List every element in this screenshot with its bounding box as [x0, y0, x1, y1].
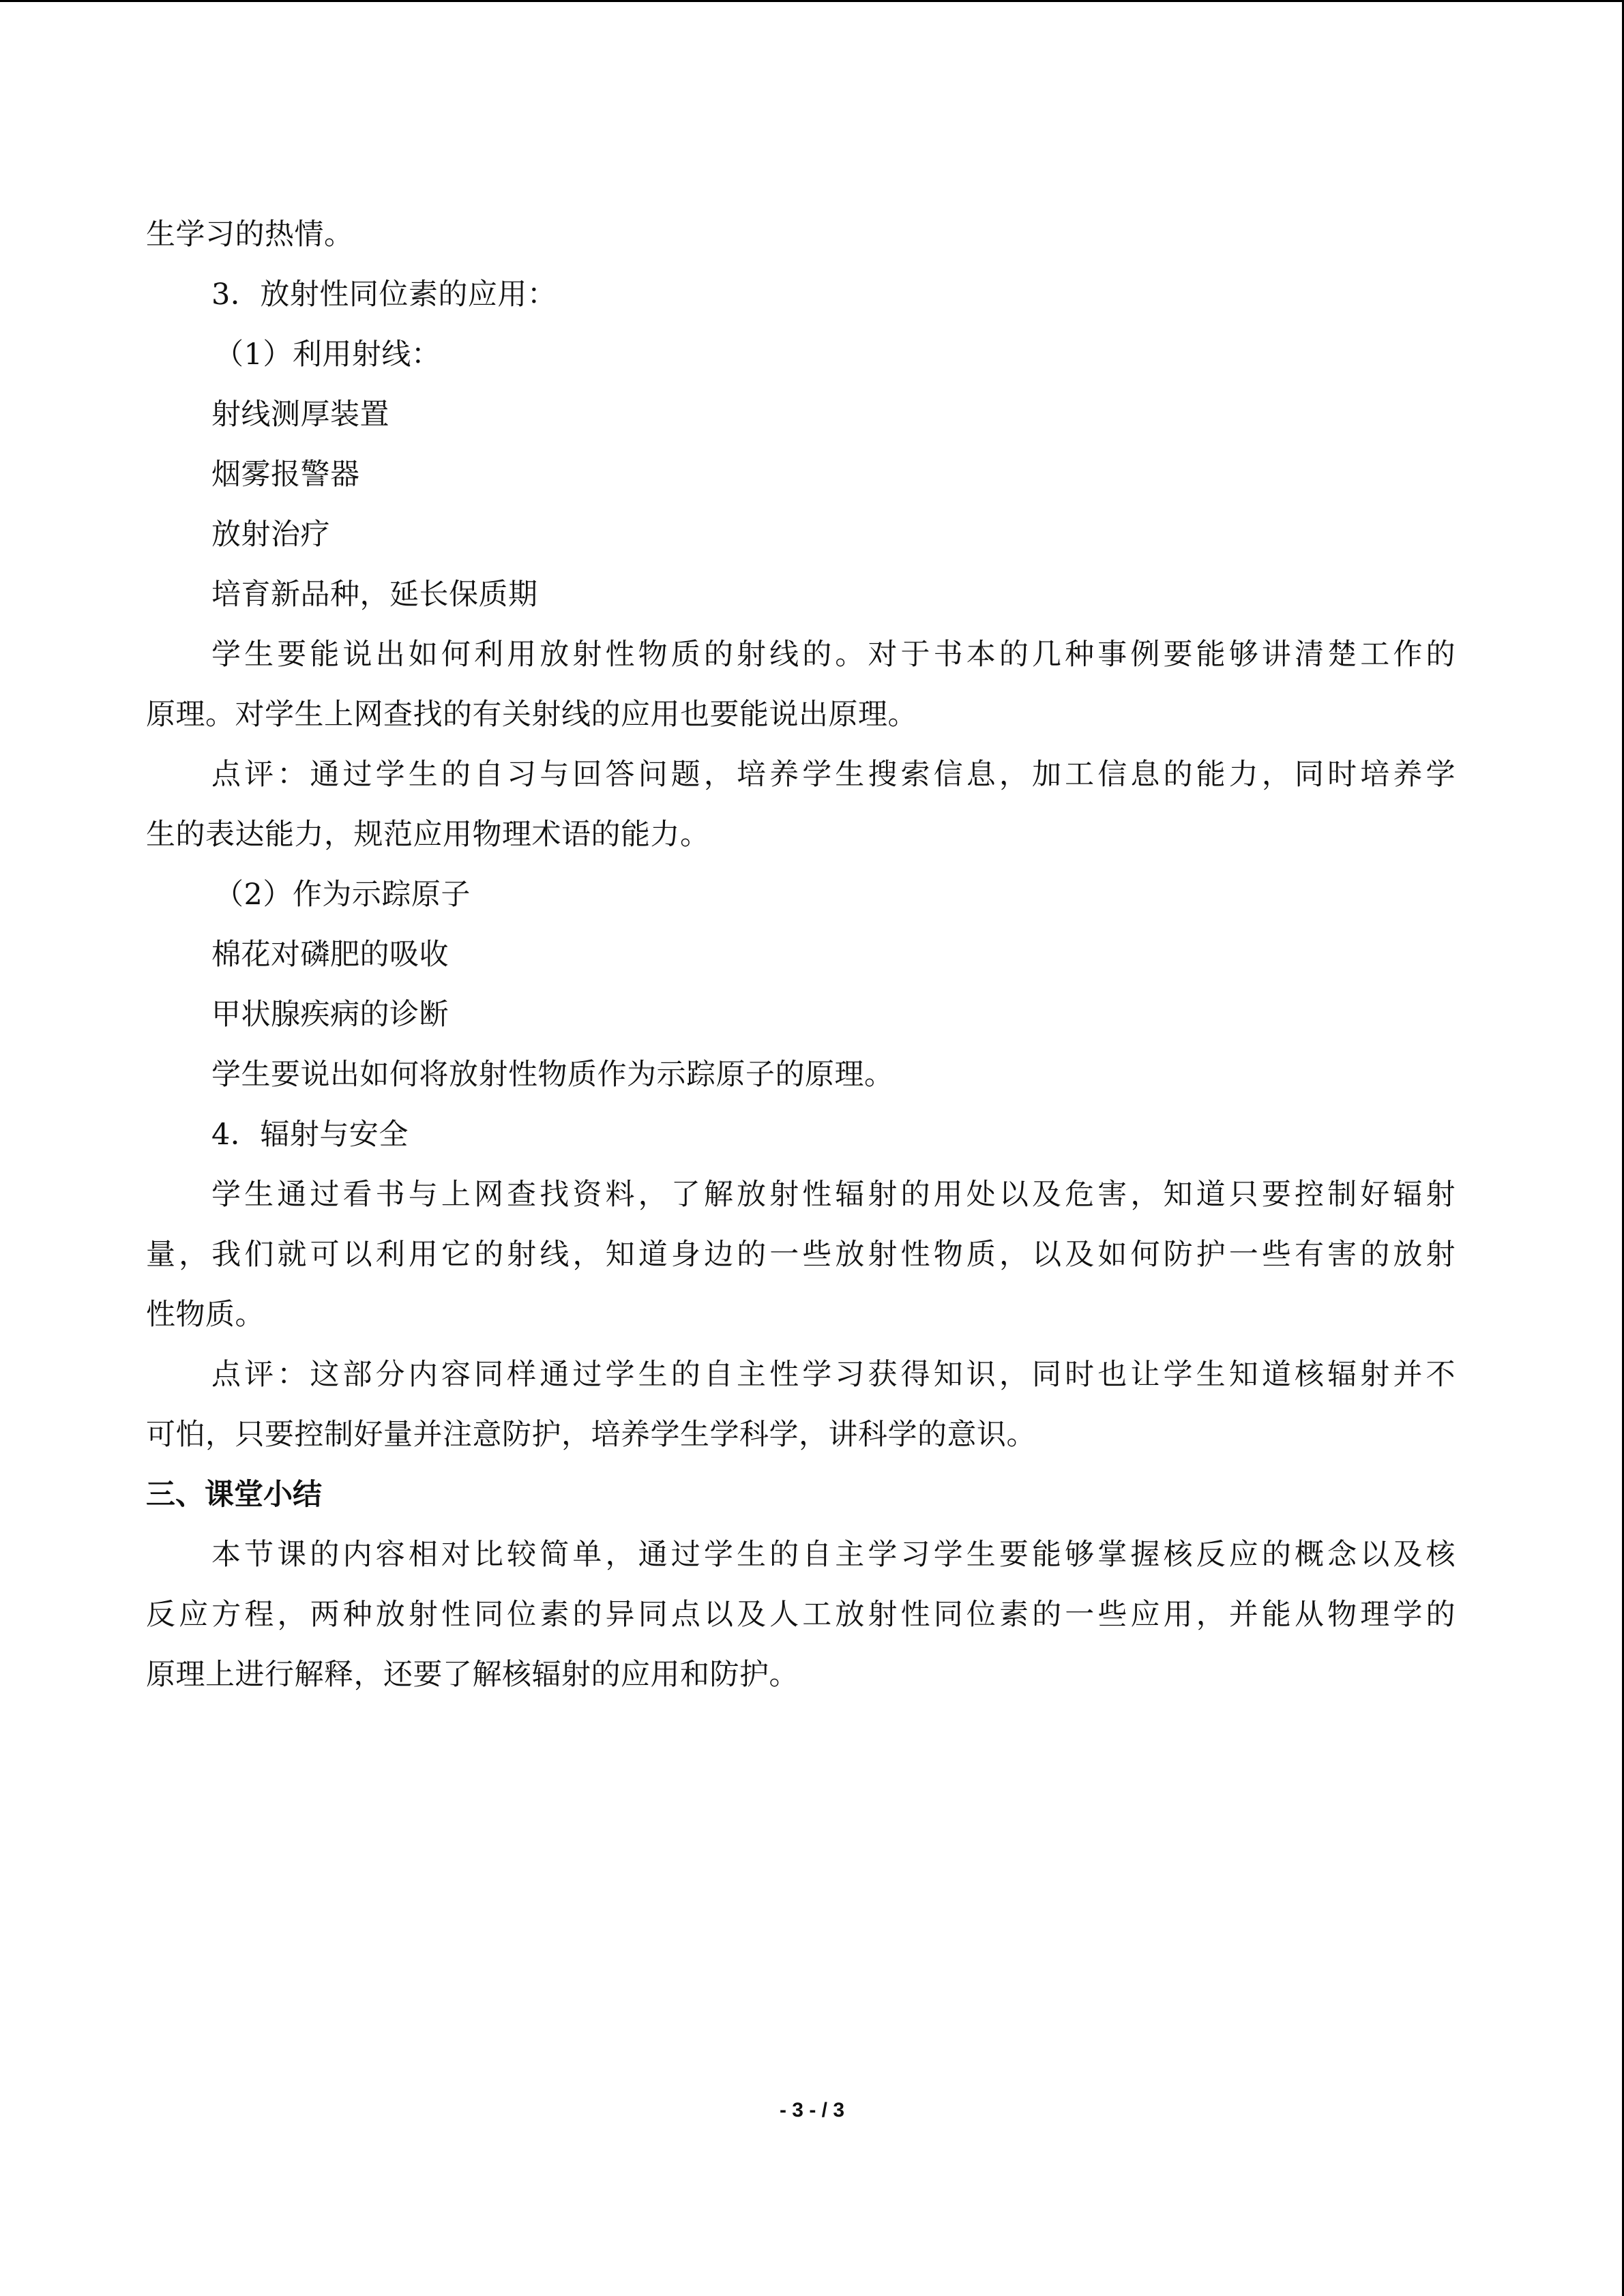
paragraph-line: 生学习的热情。 — [146, 218, 354, 252]
paragraph-line: 本节课的内容相对比较简单，通过学生的自主学习学生要能够掌握核反应的概念以及核 — [211, 1538, 1456, 1572]
comment-line: 点评：这部分内容同样通过学生的自主性学习获得知识，同时也让学生知道核辐射并不 — [211, 1358, 1456, 1392]
comment-line: 可怕，只要控制好量并注意防护，培养学生学科学，讲科学的意识。 — [146, 1418, 1036, 1452]
page-number: - 3 - / 3 — [779, 2099, 845, 2121]
section-heading-4: 4．辐射与安全 — [211, 1118, 409, 1152]
section-heading-3: 3．放射性同位素的应用： — [211, 278, 557, 312]
paragraph-line: 学生要说出如何将放射性物质作为示踪原子的原理。 — [211, 1058, 894, 1092]
document-body — [146, 205, 1456, 1705]
comment-line: 生的表达能力，规范应用物理术语的能力。 — [146, 818, 710, 852]
subsection-heading-2: （2）作为示踪原子 — [214, 878, 471, 912]
paragraph-line: 原理上进行解释，还要了解核辐射的应用和防护。 — [146, 1658, 799, 1692]
paragraph-line: 学生通过看书与上网查找资料，了解放射性辐射的用处以及危害，知道只要控制好辐射 — [211, 1178, 1456, 1212]
paragraph-line: 量，我们就可以利用它的射线，知道身边的一些放射性物质，以及如何防护一些有害的放射 — [146, 1238, 1456, 1272]
list-item: 射线测厚装置 — [211, 398, 389, 432]
paragraph-line: 学生要能说出如何利用放射性物质的射线的。对于书本的几种事例要能够讲清楚工作的 — [211, 638, 1456, 672]
list-item: 棉花对磷肥的吸收 — [211, 938, 449, 972]
comment-line: 点评：通过学生的自习与回答问题，培养学生搜索信息，加工信息的能力，同时培养学 — [211, 758, 1456, 792]
paragraph-line: 反应方程，两种放射性同位素的异同点以及人工放射性同位素的一些应用，并能从物理学的 — [146, 1598, 1456, 1632]
list-item: 烟雾报警器 — [211, 458, 360, 492]
subsection-heading-1: （1）利用射线： — [214, 338, 441, 372]
list-item: 放射治疗 — [211, 518, 330, 552]
list-item: 培育新品种，延长保质期 — [211, 578, 538, 612]
paragraph-line: 原理。对学生上网查找的有关射线的应用也要能说出原理。 — [146, 698, 917, 732]
section-heading-summary: 三、课堂小结 — [146, 1478, 322, 1512]
paragraph-line: 性物质。 — [146, 1298, 265, 1332]
list-item: 甲状腺疾病的诊断 — [211, 998, 449, 1032]
